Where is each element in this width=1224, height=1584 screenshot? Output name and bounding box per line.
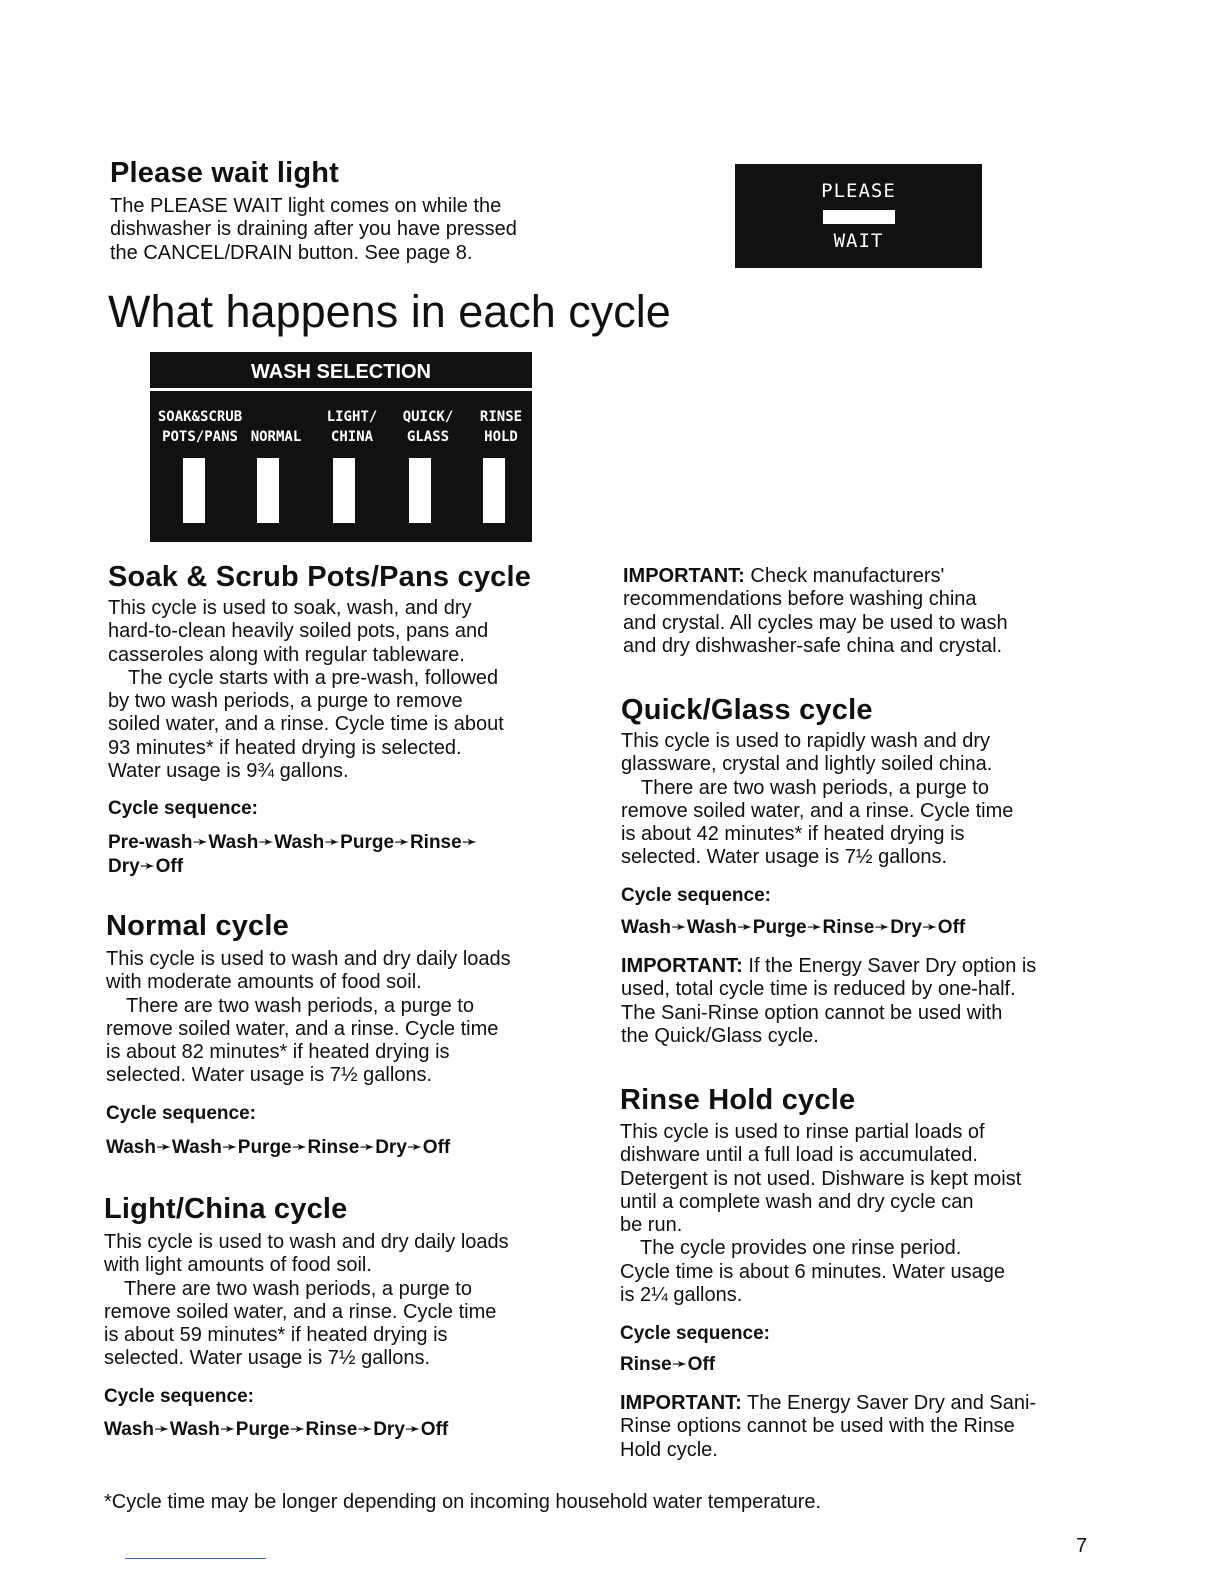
- light-china-button[interactable]: [333, 458, 355, 523]
- light-china-sequence-label: Cycle sequence:: [104, 1386, 254, 1407]
- please-wait-indicator-light: [823, 210, 895, 224]
- rinse-hold-heading: Rinse Hold cycle: [620, 1084, 856, 1116]
- rinse-hold-sequence: Rinse➛Off: [620, 1354, 716, 1375]
- please-label: PLEASE: [821, 180, 896, 202]
- important-note-energy-saver: IMPORTANT: If the Energy Saver Dry option is used, total cycle time is reduced by one-half. The Sani-Rinse option cannot be used with the Quick/Glass cycle.: [621, 955, 1037, 1047]
- normal-sequence: Wash➛Wash➛Purge➛Rinse➛Dry➛Off: [106, 1137, 451, 1158]
- important-note-china: IMPORTANT: Check manufacturers' recommendations before washing china and crystal. All cycles may be used to wash and dry dishwasher-safe china and crystal.: [623, 565, 1008, 657]
- please-wait-panel: [735, 164, 982, 268]
- soak-scrub-sequence-label: Cycle sequence:: [108, 798, 258, 819]
- soak-scrub-sequence: Pre-wash➛Wash➛Wash➛Purge➛Rinse➛ Dry➛Off: [108, 832, 478, 877]
- normal-label: NORMAL: [250, 429, 302, 445]
- quick-glass-sequence: Wash➛Wash➛Purge➛Rinse➛Dry➛Off: [621, 917, 966, 938]
- soak-scrub-label: SOAK&SCRUB POTS/PANS: [157, 409, 243, 445]
- soak-scrub-heading: Soak & Scrub Pots/Pans cycle: [108, 561, 532, 593]
- quick-glass-button[interactable]: [409, 458, 431, 523]
- normal-description: This cycle is used to wash and dry daily loads with moderate amounts of food soil. There are two wash periods, a purge to remove soiled water, and a rinse. Cycle time is about 82 minutes* if heated drying is selected. Water usage is 7½ gallons.: [106, 948, 511, 1087]
- footer-divider: [125, 1558, 266, 1559]
- important-note-rinse-hold: IMPORTANT: The Energy Saver Dry and Sani- Rinse options cannot be used with the Rinse Hold cycle.: [620, 1392, 1037, 1461]
- normal-button[interactable]: [257, 458, 279, 523]
- please-wait-text: The PLEASE WAIT light comes on while the dishwasher is draining after you have pressed the CANCEL/DRAIN button. See page 8.: [110, 195, 517, 264]
- light-china-sequence: Wash➛Wash➛Purge➛Rinse➛Dry➛Off: [104, 1419, 449, 1440]
- rinse-hold-sequence-label: Cycle sequence:: [620, 1323, 770, 1344]
- rinse-hold-description: This cycle is used to rinse partial loads of dishware until a full load is accumulated. Detergent is not used. Dishware is kept moist until a complete wash and dry cycle can be run. The cycle provides one rinse period. Cycle time is about 6 minutes. Water usage is 2¼ gallons.: [620, 1121, 1022, 1307]
- rinse-hold-label: RINSE HOLD: [479, 409, 523, 445]
- please-wait-heading: Please wait light: [110, 157, 340, 189]
- page-number: 7: [1076, 1535, 1088, 1557]
- normal-heading: Normal cycle: [106, 910, 289, 942]
- light-china-label: LIGHT/ CHINA: [326, 409, 378, 445]
- page-title: What happens in each cycle: [108, 286, 671, 337]
- quick-glass-label: QUICK/ GLASS: [402, 409, 454, 445]
- footnote: *Cycle time may be longer depending on incoming household water temperature.: [104, 1491, 822, 1513]
- wait-label: WAIT: [833, 230, 884, 252]
- quick-glass-description: This cycle is used to rapidly wash and dry glassware, crystal and lightly soiled china. There are two wash periods, a purge to remove soiled water, and a rinse. Cycle time is about 42 minutes* if heated drying is selected. Water usage is 7½ gallons.: [621, 730, 1014, 869]
- light-china-description: This cycle is used to wash and dry daily loads with light amounts of food soil. There are two wash periods, a purge to remove soiled water, and a rinse. Cycle time is about 59 minutes* if heated drying is selected. Water usage is 7½ gallons.: [104, 1231, 509, 1370]
- quick-glass-heading: Quick/Glass cycle: [621, 694, 873, 726]
- rinse-hold-button[interactable]: [483, 458, 505, 523]
- light-china-heading: Light/China cycle: [104, 1193, 348, 1225]
- wash-selection-panel: [150, 352, 532, 542]
- wash-selection-header: WASH SELECTION: [150, 352, 532, 391]
- normal-sequence-label: Cycle sequence:: [106, 1103, 256, 1124]
- quick-glass-sequence-label: Cycle sequence:: [621, 885, 771, 906]
- soak-scrub-button[interactable]: [183, 458, 205, 523]
- soak-scrub-description: This cycle is used to soak, wash, and dry hard-to-clean heavily soiled pots, pans and casseroles along with regular tableware. The cycle starts with a pre-wash, followed by two wash periods, a purge to remove soiled water, and a rinse. Cycle time is about 93 minutes* if heated drying is selected. Water usage is 9¾ gallons.: [108, 597, 504, 783]
